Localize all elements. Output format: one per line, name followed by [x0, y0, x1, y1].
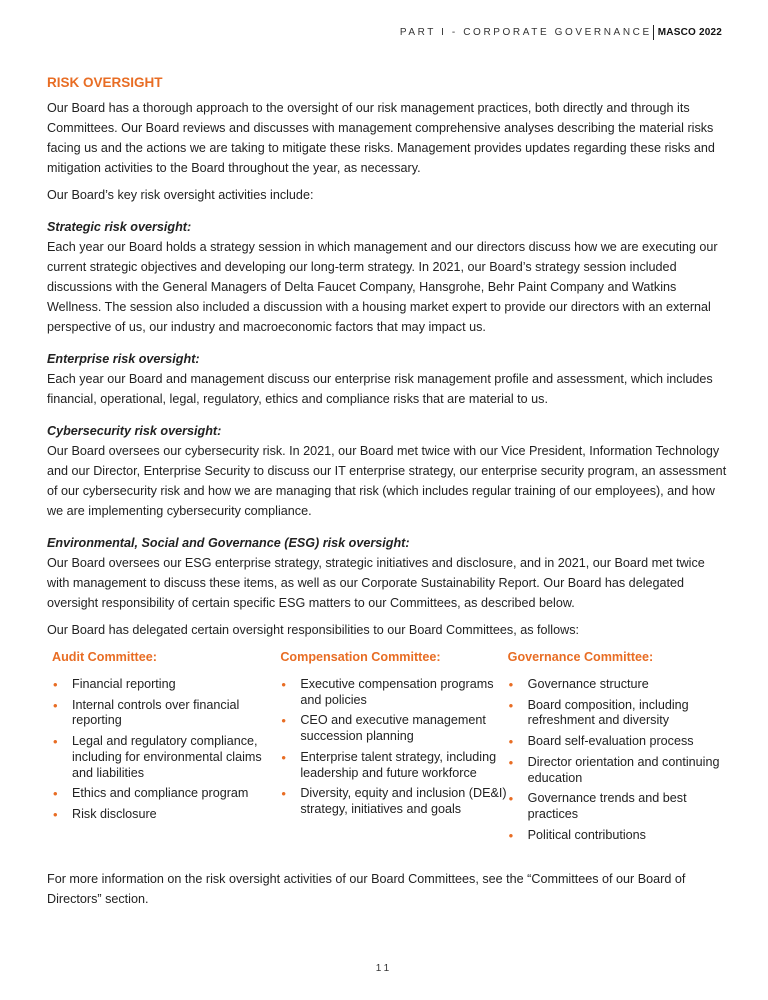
activity-heading-cybersecurity: Cybersecurity risk oversight:	[47, 424, 222, 438]
list-item: • Governance trends and best practices	[508, 791, 727, 822]
activity-text-cybersecurity: Our Board oversees our cybersecurity risk. In 2021, our Board met twice with our Vice President, Information Technology and our Director, Enterprise Security to discuss our IT enterprise strategy, our enterprise security program, an assessment of our cybersecurity risk and how we are managing that risk (which includes regular training of our employees), and how we are implementing cybersecurity compliance.	[47, 444, 727, 518]
brand-label: MASCO 2022	[657, 26, 722, 38]
list-item: • Risk disclosure	[52, 807, 280, 823]
list-item: • Financial reporting	[52, 677, 280, 693]
governance-committee-list	[508, 677, 727, 843]
activity-text-esg: Our Board oversees our ESG enterprise strategy, strategic initiatives and disclosure, and in 2021, our Board met twice with management to discuss these items, as well as our Corporate Sustainability Report. Our Board has delegated oversight responsibility of certain specific ESG matters to our Committees, as described below.	[47, 556, 705, 610]
list-item: • Board self-evaluation process	[508, 734, 727, 750]
closing-paragraph: For more information on the risk oversight activities of our Board Committees, see the “Committees of our Board of Directors” section.	[47, 872, 686, 907]
list-item: • Internal controls over financial reporting	[52, 698, 280, 729]
activity-heading-esg: Environmental, Social and Governance (ESG) risk oversight:	[47, 536, 410, 550]
audit-committee-list	[52, 677, 280, 823]
activity-heading-enterprise: Enterprise risk oversight:	[47, 352, 200, 366]
header-divider	[653, 25, 654, 40]
list-item: • Political contributions	[508, 828, 727, 844]
list-item: • CEO and executive management succession planning	[280, 713, 507, 744]
governance-committee-heading: Governance Committee:	[507, 650, 654, 664]
page-header	[400, 25, 722, 40]
page-number: 11	[375, 963, 393, 974]
compensation-committee-column	[280, 649, 507, 848]
activity-text-enterprise: Each year our Board and management discuss our enterprise risk management profile and assessment, which includes financial, operational, legal, regulatory, ethics and compliance risks that are material to us.	[47, 372, 713, 406]
list-item: • Legal and regulatory compliance, including for environmental claims and liabilities	[52, 734, 280, 781]
list-item: • Governance structure	[508, 677, 727, 693]
list-item: • Diversity, equity and inclusion (DE&I) strategy, initiatives and goals	[280, 786, 507, 817]
main-content	[47, 74, 727, 916]
list-item: • Enterprise talent strategy, including leadership and future workforce	[280, 750, 507, 781]
activity-text-strategic: Each year our Board holds a strategy session in which management and our directors discuss how we are executing our current strategic objectives and developing our long-term strategy. In 2021, our Board’s strategy session included discussions with the General Managers of Delta Faucet Company, Hansgrohe, Behr Paint Company and Watkins Wellness. The session also included a discussion with a housing market expert to provide our directors with an external perspective of us, our industry and macroeconomic factors that may impact us.	[47, 240, 718, 334]
page-title: RISK OVERSIGHT	[47, 75, 163, 90]
list-item: • Executive compensation programs and policies	[280, 677, 507, 708]
list-item: • Director orientation and continuing education	[508, 755, 727, 786]
delegation-paragraph: Our Board has delegated certain oversight responsibilities to our Board Committees, as follows:	[47, 623, 579, 637]
section-label: PART I - CORPORATE GOVERNANCE	[399, 26, 652, 38]
compensation-committee-list	[280, 677, 507, 818]
list-item: • Board composition, including refreshment and diversity	[508, 698, 727, 729]
audit-committee-column	[52, 649, 280, 848]
audit-committee-heading: Audit Committee:	[52, 650, 157, 664]
list-item: • Ethics and compliance program	[52, 786, 280, 802]
activity-heading-strategic: Strategic risk oversight:	[47, 220, 192, 234]
intro-paragraph: Our Board has a thorough approach to the oversight of our risk management practices, both directly and through its Committees. Our Board reviews and discusses with management comprehensive analyses describing the material risks facing us and the actions we are taking to mitigate these risks. Management provides updates regarding these risks and mitigation activities to the Board throughout the year, as necessary.	[47, 101, 715, 175]
compensation-committee-heading: Compensation Committee:	[280, 650, 441, 664]
key-activities-intro: Our Board’s key risk oversight activities include:	[47, 188, 314, 202]
committees-grid	[52, 649, 727, 848]
governance-committee-column	[508, 649, 727, 848]
